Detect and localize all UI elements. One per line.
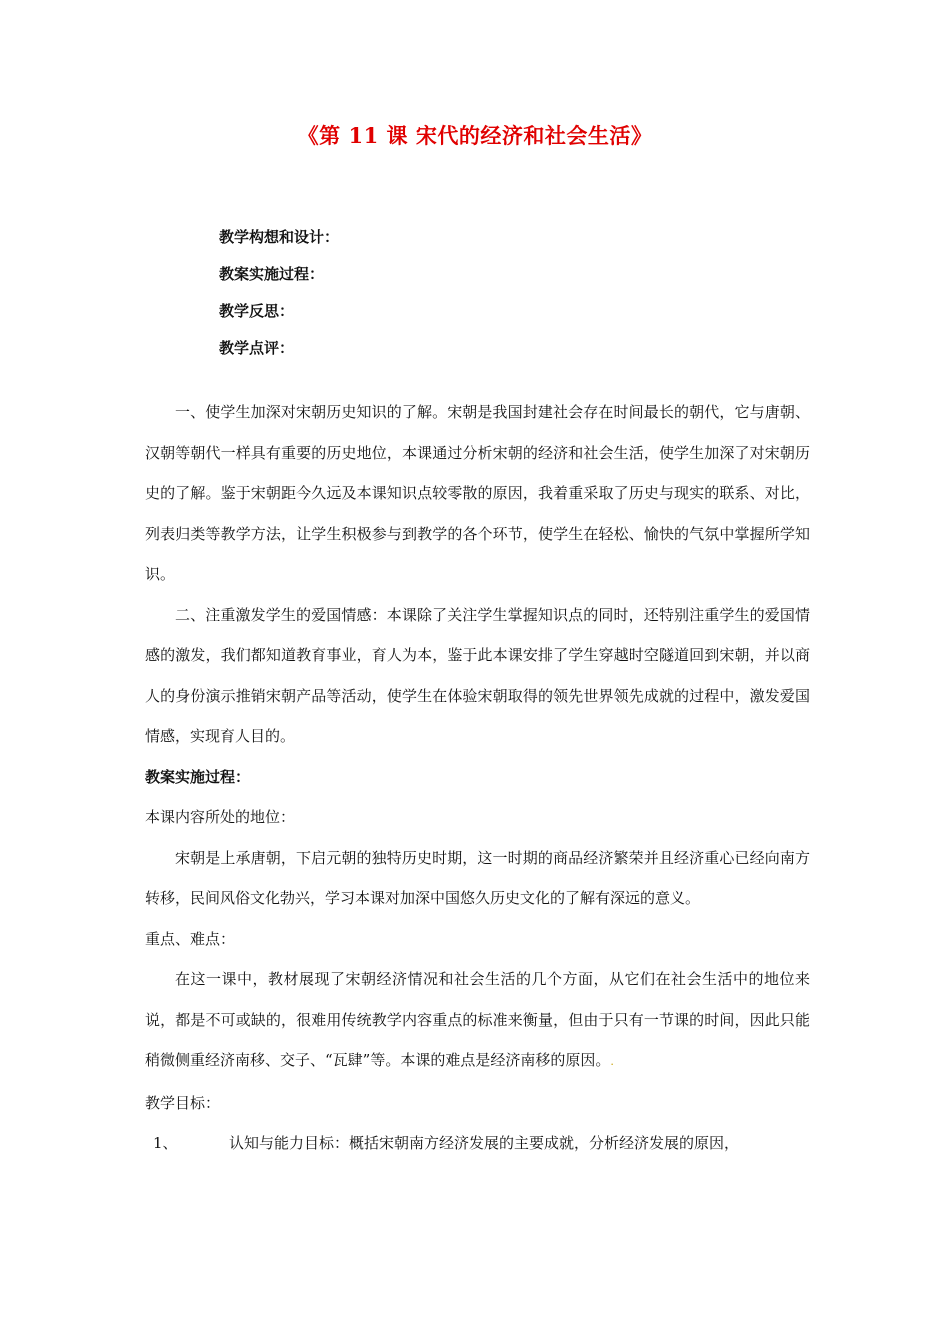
goal-item-1	[145, 1123, 810, 1164]
outline-item-review: 教学点评：	[219, 339, 295, 357]
goal-item-text: 认知与能力目标：概括宋朝南方经济发展的主要成就，分析经济发展的原因，	[229, 1134, 740, 1152]
outline-list	[219, 226, 339, 374]
paragraph-2: 二、注重激发学生的爱国情感：本课除了关注学生掌握知识点的同时，还特别注重学生的爱国情感的激发，我们都知道教育事业，育人为本，鉴于此本课安排了学生穿越时空隧道回到宋朝，并以商人的身份演示推销宋朝产品等活动，使学生在体验宋朝取得的领先世界领先成就的过程中，激发爱国情感，实现育人目的。	[145, 605, 810, 745]
outline-item-process: 教案实施过程：	[219, 265, 325, 283]
position-label: 本课内容所处的地位：	[145, 808, 296, 826]
key-points-body: 在这一课中，教材展现了宋朝经济情况和社会生活的几个方面，从它们在社会生活中的地位来说，都是不可或缺的，很难用传统教学内容重点的标准来衡量，但由于只有一节课的时间，因此只能稍微侧重经济南移、交子、“瓦肆”等。本课的难点是经济南移的原因。	[145, 970, 810, 1069]
section-heading: 教案实施过程：	[145, 767, 251, 786]
document-title: 《第 11 课 宋代的经济和社会生活》	[297, 123, 653, 148]
goal-item-number: 1、	[153, 1134, 178, 1152]
key-points-label: 重点、难点：	[145, 929, 236, 948]
stray-mark: .	[610, 1055, 614, 1068]
goals-label: 教学目标：	[145, 1093, 221, 1112]
key-points-text	[145, 959, 810, 1083]
position-text: 宋朝是上承唐朝，下启元朝的独特历史时期，这一时期的商品经济繁荣并且经济重心已经向南方转移，民间风俗文化勃兴，学习本课对加深中国悠久历史文化的了解有深远的意义。	[145, 848, 810, 907]
outline-item-design: 教学构想和设计：	[219, 228, 340, 246]
outline-item-reflection: 教学反思：	[219, 302, 295, 320]
document-body	[145, 392, 810, 1164]
paragraph-1: 一、使学生加深对宋朝历史知识的了解。宋朝是我国封建社会存在时间最长的朝代，它与唐朝、汉朝等朝代一样具有重要的历史地位，本课通过分析宋朝的经济和社会生活，使学生加深了对宋朝历史的了解。鉴于宋朝距今久远及本课知识点较零散的原因，我着重采取了历史与现实的联系、对比，列表归类等教学方法，让学生积极参与到教学的各个环节，使学生在轻松、愉快的气氛中掌握所学知识。	[145, 403, 810, 583]
